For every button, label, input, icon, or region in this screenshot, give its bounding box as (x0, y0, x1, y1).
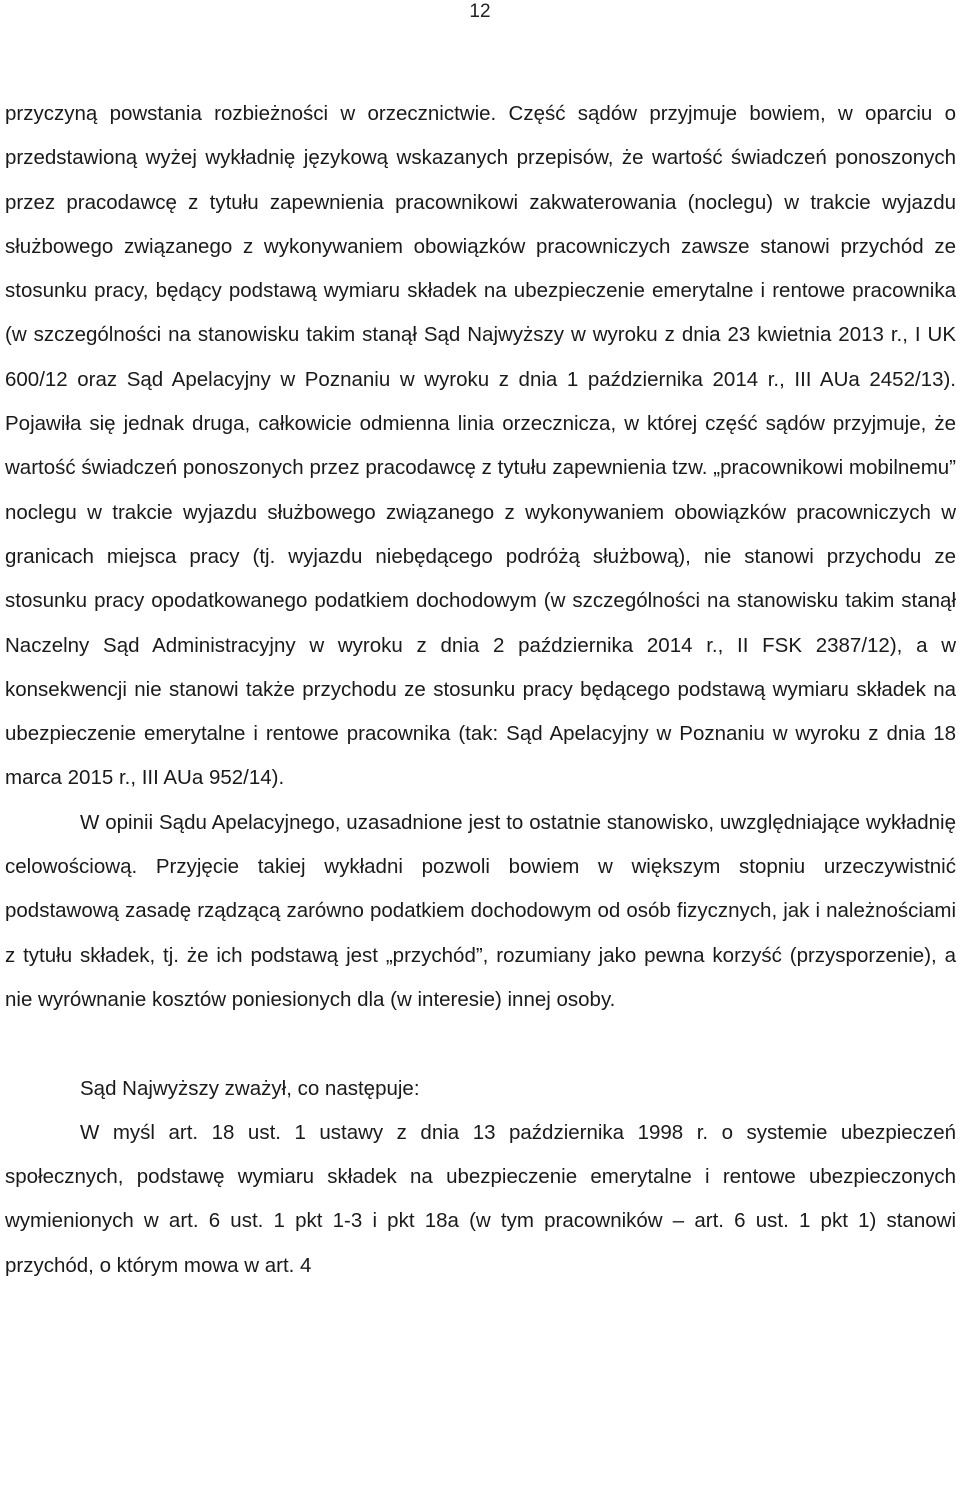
section-heading-supreme-court: Sąd Najwyższy zważył, co następuje: (80, 1076, 420, 1100)
paragraph-statute-citation: W myśl art. 18 ust. 1 ustawy z dnia 13 października 1998 r. o systemie ubezpieczeń społecznych, podstawę wymiaru składek na ubezpieczenie emerytalne i rentowe ubezpieczonych wymienionych w art. 6 ust. 1 pkt 1-3 i pkt 18a (w tym pracowników – art. 6 ust. 1 pkt 1) stanowi przychód, o którym mowa w art. 4 (5, 1120, 956, 1277)
paragraph-appeal-court-opinion: W opinii Sądu Apelacyjnego, uzasadnione jest to ostatnie stanowisko, uwzględniające wykładnię celowościową. Przyjęcie takiej wykładni pozwoli bowiem w większym stopniu urzeczywistnić podstawową zasadę rządzącą zarówno podatkiem dochodowym od osób fizycznych, jak i należnościami z tytułu składek, tj. że ich podstawą jest „przychód”, rozumiany jako pewna korzyść (przysporzenie), a nie wyrównanie kosztów poniesionych dla (w interesie) innej osoby. (5, 810, 956, 1011)
document-body (5, 92, 956, 1288)
paragraph-case-law-divergence: przyczyną powstania rozbieżności w orzecznictwie. Część sądów przyjmuje bowiem, w oparciu o przedstawioną wyżej wykładnię językową wskazanych przepisów, że wartość świadczeń ponoszonych przez pracodawcę z tytułu zapewnienia pracownikowi zakwaterowania (noclegu) w trakcie wyjazdu służbowego związanego z wykonywaniem obowiązków pracowniczych zawsze stanowi przychód ze stosunku pracy, będący podstawą wymiaru składek na ubezpieczenie emerytalne i rentowe pracownika (w szczególności na stanowisku takim stanął Sąd Najwyższy w wyroku z dnia 23 kwietnia 2013 r., I UK 600/12 oraz Sąd Apelacyjny w Poznaniu w wyroku z dnia 1 października 2014 r., III AUa 2452/13). Pojawiła się jednak druga, całkowicie odmienna linia orzecznicza, w której część sądów przyjmuje, że wartość świadczeń ponoszonych przez pracodawcę z tytułu zapewnienia tzw. „pracownikowi mobilnemu” noclegu w trakcie wyjazdu służbowego związanego z wykonywaniem obowiązków pracowniczych w granicach miejsca pracy (tj. wyjazdu niebędącego podróżą służbową), nie stanowi przychodu ze stosunku pracy opodatkowanego podatkiem dochodowym (w szczególności na stanowisku takim stanął Naczelny Sąd Administracyjny w wyroku z dnia 2 października 2014 r., II FSK 2387/12), a w konsekwencji nie stanowi także przychodu ze stosunku pracy będącego podstawą wymiaru składek na ubezpieczenie emerytalne i rentowe pracownika (tak: Sąd Apelacyjny w Poznaniu w wyroku z dnia 18 marca 2015 r., III AUa 952/14). (5, 102, 956, 790)
paragraph-spacer (5, 1022, 956, 1066)
page-number: 12 (469, 1, 491, 22)
